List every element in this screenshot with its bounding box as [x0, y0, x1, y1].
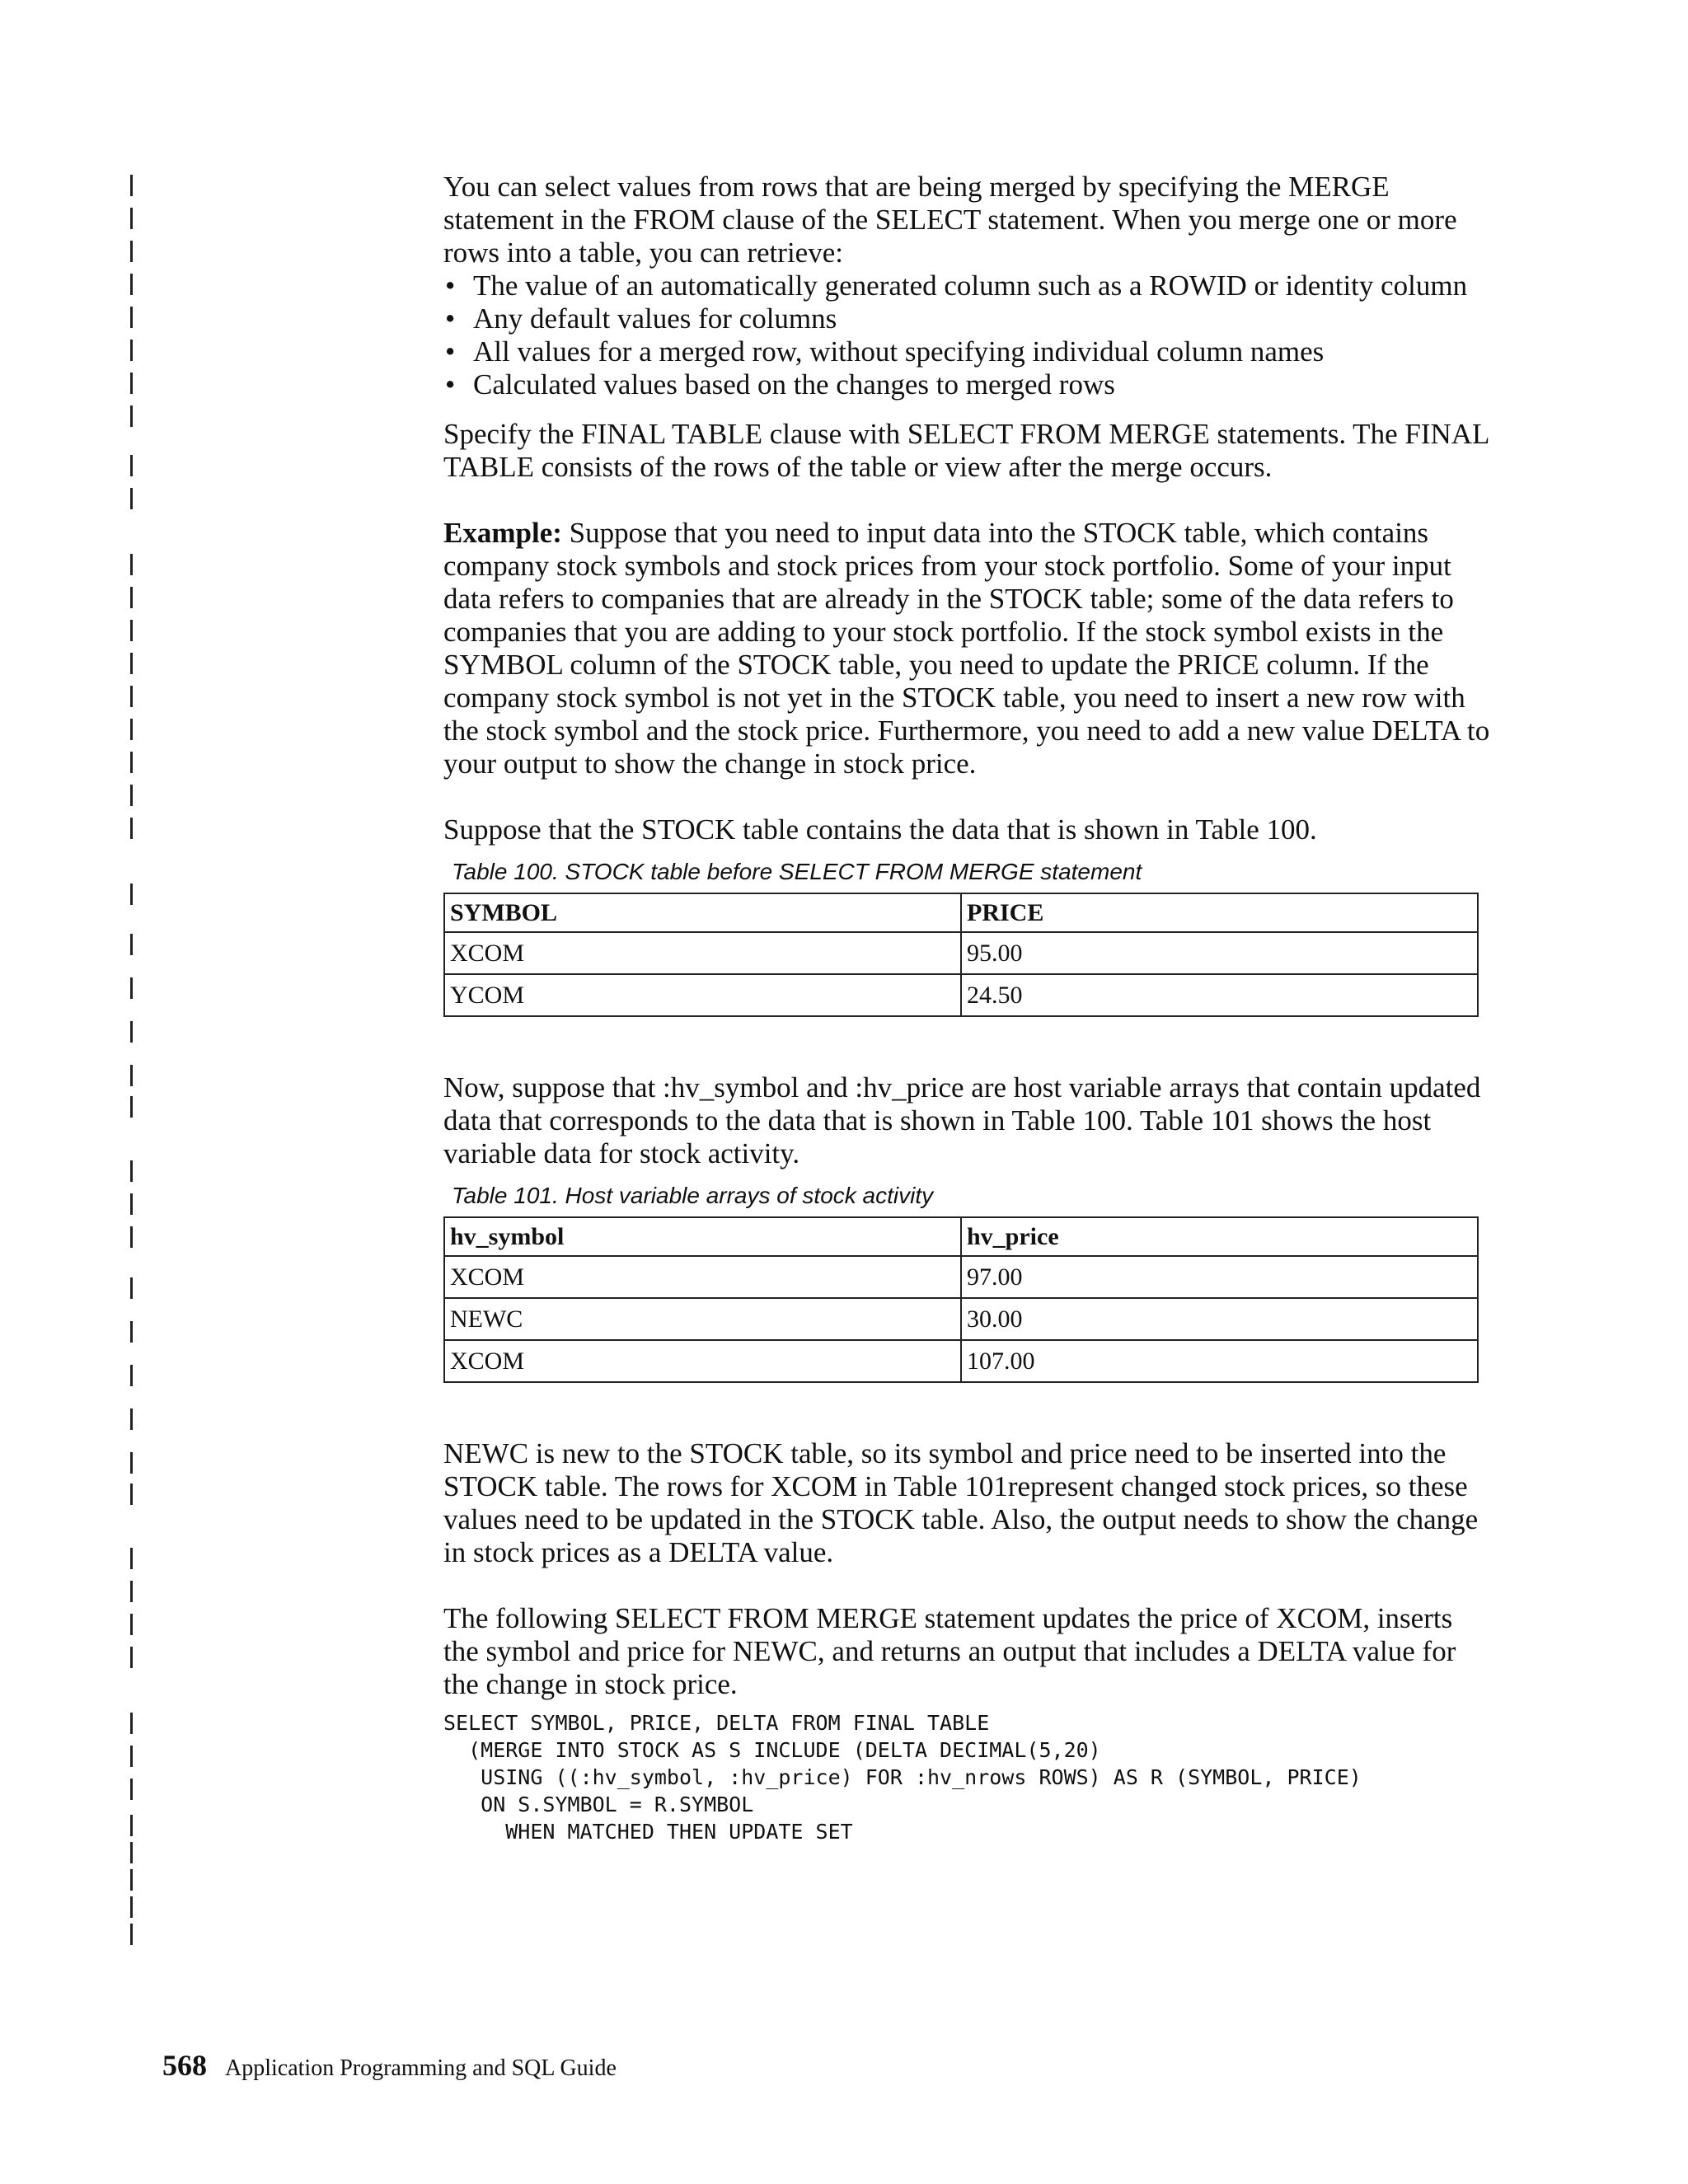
revision-bar — [130, 208, 133, 229]
table-cell: XCOM — [444, 1256, 961, 1298]
suppose-paragraph: Suppose that the STOCK table contains the data that is shown in Table 100. — [443, 813, 1317, 846]
revision-bar — [130, 274, 133, 295]
revision-bar — [130, 1896, 133, 1918]
table-101-caption: Table 101. Host variable arrays of stock activity — [452, 1183, 934, 1208]
revision-bar — [130, 405, 133, 427]
table-row — [444, 1256, 1478, 1298]
revision-bar — [130, 1713, 133, 1734]
retrieve-list — [443, 269, 1490, 401]
table-cell: 97.00 — [961, 1256, 1478, 1298]
list-item: • The value of an automatically generated column such as a ROWID or identity column — [443, 269, 1490, 302]
table-row — [444, 932, 1478, 974]
revision-bar — [130, 934, 133, 955]
revision-bar — [130, 1226, 133, 1248]
revision-bar — [130, 373, 133, 394]
revision-bar — [130, 719, 133, 740]
revision-bar — [130, 1924, 133, 1945]
table-cell: XCOM — [444, 1340, 961, 1382]
column-header: hv_symbol — [444, 1217, 961, 1256]
now-paragraph: Now, suppose that :hv_symbol and :hv_price are host variable arrays that contain updated data that corresponds to the data that is shown in Table 100. Table 101 shows the host variable data for stock activity. — [443, 1071, 1481, 1169]
list-item: • Calculated values based on the changes to merged rows — [443, 368, 1490, 401]
page-footer — [162, 2048, 617, 2083]
revision-bar — [130, 1021, 133, 1043]
revision-bar — [130, 1096, 133, 1118]
table-100-caption: Table 100. STOCK table before SELECT FROM MERGE statement — [452, 859, 1142, 884]
revision-bar — [130, 1160, 133, 1182]
intro-paragraph: You can select values from rows that are being merged by specifying the MERGE statement in the FROM clause of the SELECT statement. When you merge one or more rows into a table, you can retrieve: — [443, 171, 1457, 269]
list-item: • All values for a merged row, without specifying individual column names — [443, 335, 1490, 368]
column-header: SYMBOL — [444, 893, 961, 932]
revision-bar — [130, 241, 133, 262]
revision-bar — [130, 455, 133, 476]
table-cell: YCOM — [444, 974, 961, 1016]
table-header-row — [444, 1217, 1478, 1256]
revision-bar — [130, 785, 133, 806]
revision-bar — [130, 1065, 133, 1086]
table-row — [444, 1340, 1478, 1382]
table-cell: NEWC — [444, 1298, 961, 1340]
table-row — [444, 974, 1478, 1016]
list-item: • Any default values for columns — [443, 302, 1490, 335]
newc-paragraph: NEWC is new to the STOCK table, so its symbol and price need to be inserted into the STOCK table. The rows for XCOM in Table 101represent changed stock prices, so these values need to be updated in the STOCK table. Also, the output needs to show the change in stock prices as a DELTA value. — [443, 1437, 1479, 1568]
revision-bar — [130, 977, 133, 999]
table-cell: XCOM — [444, 932, 961, 974]
revision-bar — [130, 1452, 133, 1474]
revision-bar — [130, 1869, 133, 1891]
revision-bar — [130, 1647, 133, 1668]
revision-bar — [130, 340, 133, 361]
revision-bar — [130, 620, 133, 641]
revision-bar — [130, 1815, 133, 1836]
table-cell: 30.00 — [961, 1298, 1478, 1340]
table-cell: 24.50 — [961, 974, 1478, 1016]
revision-bars — [130, 0, 138, 2184]
revision-bar — [130, 1193, 133, 1215]
revision-bar — [130, 752, 133, 773]
table-cell: 107.00 — [961, 1340, 1478, 1382]
example-paragraph — [443, 517, 1490, 780]
revision-bar — [130, 554, 133, 575]
revision-bar — [130, 1321, 133, 1343]
revision-bar — [130, 488, 133, 509]
final-table-paragraph: Specify the FINAL TABLE clause with SELECT FROM MERGE statements. The FINAL TABLE consists of the rows of the table or view after the merge occurs. — [443, 418, 1489, 483]
column-header: hv_price — [961, 1217, 1478, 1256]
page-content — [443, 171, 1490, 1845]
revision-bar — [130, 883, 133, 905]
table-header-row — [444, 893, 1478, 932]
revision-bar — [130, 1277, 133, 1299]
table-100 — [443, 893, 1479, 1017]
table-cell: 95.00 — [961, 932, 1478, 974]
revision-bar — [130, 1408, 133, 1430]
revision-bar — [130, 1365, 133, 1386]
example-label: Example: — [443, 517, 562, 549]
revision-bar — [130, 1614, 133, 1635]
revision-bar — [130, 686, 133, 707]
example-text: Suppose that you need to input data into the STOCK table, which contains company stock symbols and stock prices from your stock portfolio. Some of your input data refers to companies that are already in the STOCK table; some of the data refers to companies that you are adding to your stock portfolio. If the stock symbol exists in the SYMBOL column of the STOCK table, you need to update the PRICE column. If the company stock symbol is not yet in the STOCK table, you need to insert a new row with the stock symbol and the stock price. Furthermore, you need to add a new value DELTA to your output to show the change in stock price. — [443, 517, 1490, 780]
following-paragraph: The following SELECT FROM MERGE statement updates the price of XCOM, inserts the symbol and price for NEWC, and returns an output that includes a DELTA value for the change in stock price. — [443, 1602, 1456, 1700]
revision-bar — [130, 307, 133, 328]
revision-bar — [130, 587, 133, 608]
revision-bar — [130, 1842, 133, 1863]
revision-bar — [130, 1548, 133, 1569]
table-row — [444, 1298, 1478, 1340]
revision-bar — [130, 818, 133, 839]
revision-bar — [130, 1746, 133, 1767]
revision-bar — [130, 1483, 133, 1505]
page-number: 568 — [162, 2049, 207, 2082]
revision-bar — [130, 1779, 133, 1800]
table-101 — [443, 1216, 1479, 1383]
sql-code-block: SELECT SYMBOL, PRICE, DELTA FROM FINAL TABLE (MERGE INTO STOCK AS S INCLUDE (DELTA DECIMAL(5,20) USING ((:hv_symbol, :hv_price) FOR :hv_nrows ROWS) AS R (SYMBOL, PRICE) ON S.SYMBOL = R.SYMBOL WHEN MATCHED THEN UPDATE SET — [443, 1711, 1362, 1844]
revision-bar — [130, 175, 133, 196]
book-title: Application Programming and SQL Guide — [225, 2055, 617, 2081]
column-header: PRICE — [961, 893, 1478, 932]
revision-bar — [130, 1581, 133, 1602]
revision-bar — [130, 653, 133, 674]
